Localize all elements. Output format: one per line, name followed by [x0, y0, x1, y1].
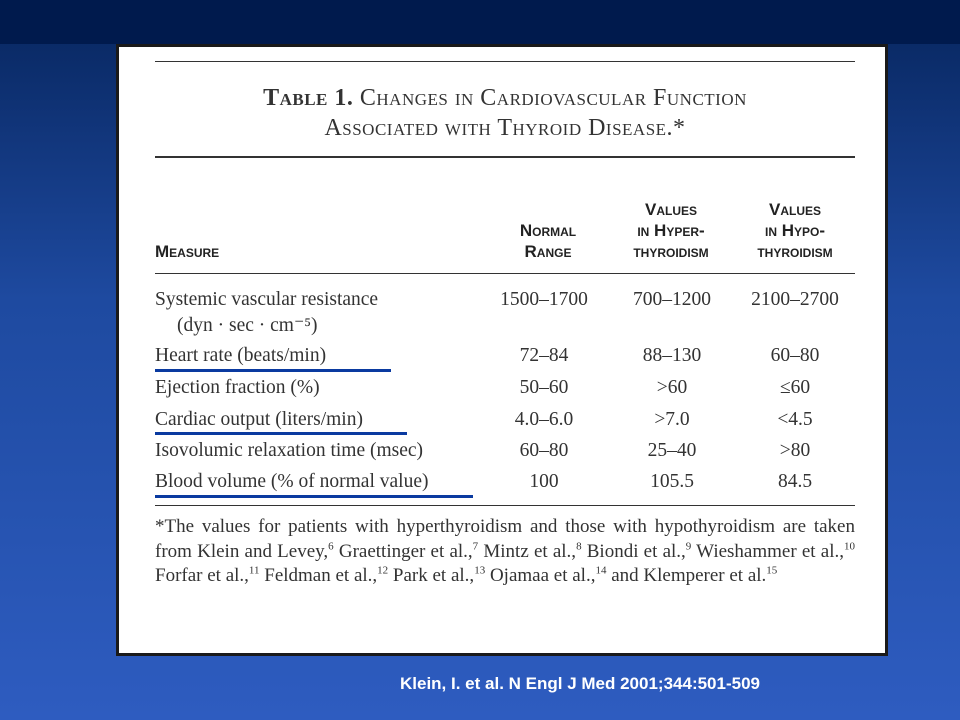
table-title-line1: Changes in Cardiovascular Function	[359, 85, 747, 111]
footnote-ref: 15	[766, 564, 778, 577]
top-rule	[155, 61, 855, 62]
footnote-text: Forfar et al.,	[155, 565, 249, 586]
highlight-underline	[155, 495, 473, 498]
footnote-text: Park et al.,	[388, 565, 475, 586]
table-title	[119, 83, 891, 114]
row-hypo: 60–80	[770, 345, 820, 366]
citation: Klein, I. et al. N Engl J Med 2001;344:501-509	[400, 674, 760, 693]
row-hypo: 84.5	[777, 471, 813, 492]
footnote-ref: 14	[595, 564, 607, 577]
row-hypo: ≤60	[779, 377, 811, 398]
footnote-text: Graettinger et al.,	[333, 540, 473, 562]
table-figure	[116, 44, 888, 656]
header-hyper-line2: in Hyper-	[637, 221, 705, 240]
footnote-ref: 6	[328, 540, 334, 553]
header-hyper	[611, 199, 731, 262]
row-measure: Cardiac output (liters/min)	[155, 409, 363, 430]
row-normal: 100	[529, 471, 559, 492]
table-label: Table 1.	[263, 85, 354, 111]
footnote-text: Biondi et al.,	[581, 540, 686, 562]
table-row	[155, 377, 855, 407]
footnote-text: Wieshammer et al.,	[691, 540, 844, 562]
row-normal: 1500–1700	[500, 289, 588, 310]
header-normal-line1: Normal	[519, 221, 577, 240]
header-hypo	[735, 199, 855, 262]
header-hypo-line2: in Hypo-	[764, 221, 825, 240]
header-hyper-line3: thyroidism	[633, 242, 709, 261]
row-normal: 50–60	[519, 377, 569, 398]
header-hypo-line3: thyroidism	[757, 242, 833, 261]
row-hyper: >60	[656, 377, 688, 398]
row-hyper: 25–40	[647, 440, 697, 461]
header-normal-range	[489, 220, 607, 262]
footnote-ref: 13	[474, 564, 486, 577]
header-rule	[155, 273, 855, 274]
row-hyper: >7.0	[654, 409, 690, 430]
table-row-continuation	[155, 313, 855, 343]
header-hyper-line1: Values	[644, 200, 697, 219]
row-measure: Heart rate (beats/min)	[155, 345, 327, 366]
row-hypo: <4.5	[777, 409, 813, 430]
table-footnote	[155, 515, 855, 589]
row-normal: 4.0–6.0	[514, 409, 574, 430]
row-normal: 60–80	[519, 440, 569, 461]
footnote-text: Feldman et al.,	[259, 565, 378, 586]
table-row	[155, 440, 855, 470]
table-title-line2: Associated with Thyroid Disease.*	[324, 115, 686, 141]
slide-top-band	[0, 0, 960, 44]
highlight-underline	[155, 369, 391, 372]
row-hyper: 700–1200	[633, 289, 711, 310]
header-normal-line2: Range	[524, 242, 572, 261]
bottom-rule	[155, 505, 855, 506]
row-measure: Systemic vascular resistance	[155, 289, 379, 310]
row-normal: 72–84	[519, 345, 569, 366]
footnote-ref: 11	[248, 564, 260, 577]
footnote-ref: 12	[377, 564, 389, 577]
footnote-ref: 10	[844, 540, 855, 553]
highlight-underline	[155, 432, 407, 435]
row-hyper: 88–130	[642, 345, 702, 366]
row-measure: Isovolumic relaxation time (msec)	[155, 440, 424, 461]
row-measure: Ejection fraction (%)	[155, 377, 320, 398]
row-hypo: >80	[779, 440, 811, 461]
row-measure-unit: (dyn · sec · cm⁻⁵)	[177, 315, 318, 336]
title-rule	[155, 156, 855, 158]
footnote-text: Ojamaa et al.,	[485, 565, 596, 586]
footnote-text: Mintz et al.,	[478, 540, 577, 562]
footnote-text: and Klemperer et al.	[606, 565, 767, 586]
header-hypo-line1: Values	[768, 200, 821, 219]
row-hyper: 105.5	[650, 471, 694, 492]
footnote-text: *The values for patients with hyperthyroidism and those with hypothyroidism are taken from Klein and Levey,	[155, 516, 855, 562]
footnote-ref: 9	[685, 540, 692, 553]
footnote-ref: 8	[576, 540, 582, 553]
row-hypo: 2100–2700	[751, 289, 839, 310]
row-measure: Blood volume (% of normal value)	[155, 471, 429, 492]
footnote-ref: 7	[472, 540, 479, 553]
header-measure: Measure	[155, 242, 220, 261]
